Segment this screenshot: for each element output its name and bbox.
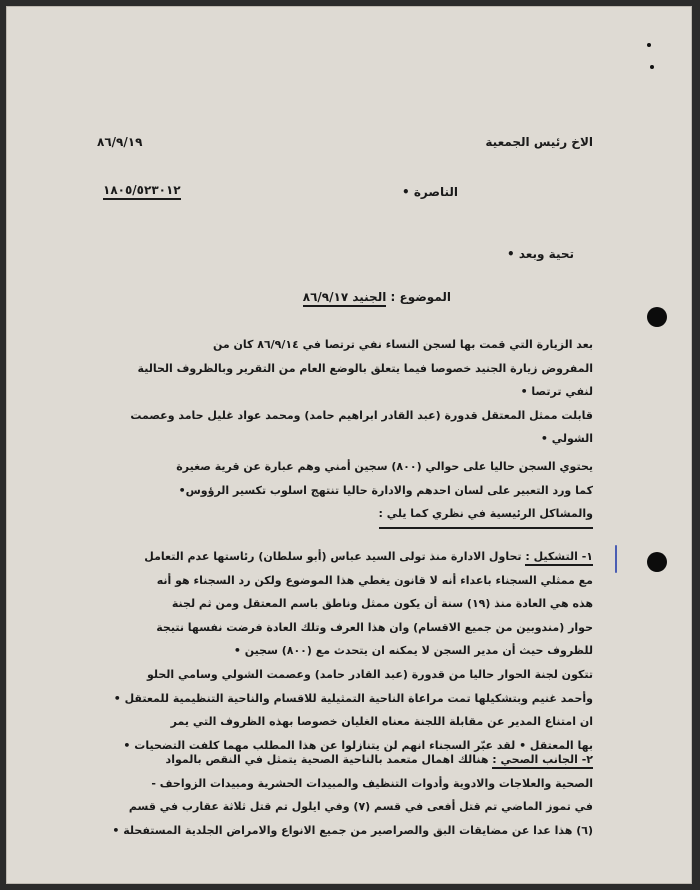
subject-label: الموضوع :: [390, 290, 451, 304]
binder-mark: [650, 65, 654, 69]
pen-mark: [615, 545, 617, 573]
paragraph-prison: يحتوي السجن حاليا على حوالي (٨٠٠) سجين أمني وهم عبارة عن قرية صغيرة كما ورد التعبير على لسان احدهم والادارة حاليا تنتهج اسلوب تكسير الرؤوس• والمشاكل الرئيسية في نظري كما يلي :: [85, 455, 593, 529]
section-formation: ١- التشكيل : تحاول الادارة منذ تولى السيد عباس (أبو سلطان) رئاستها عدم التعامل مع ممثلي السجناء باعداء أنه لا قانون يغطي هذا الموضوع ولكن رد السجناء هو أنه هذه هي العادة منذ (١٩) سنة أن يكون ممثل وناطق باسم المعتقل ومن ثم لجنة حوار (مندوبين من جميع الاقسام) وان هذا العرف وتلك العادة فرضت نفسها نتيجة للظروف حيث أن مدير السجن لا يمكنه ان يتحدث مع (٨٠٠) سجين • تتكون لجنة الحوار حاليا من قدورة (عبد القادر حامد) وعصمت الشولي وسامي الحلو وأحمد غنيم وبتشكيلها تمت مراعاة الناحية التمثيلية للاقسام والناحية التنظيمية للمعتقل • ان امتناع المدير عن مقابلة اللجنة معناه الغليان خصوصا بهذه الظروف التي يمر بها المعتقل • لقد عبّر السجناء انهم لن يتنازلوا عن هذا المطلب مهما كلفت التضحيات •: [113, 550, 593, 752]
greeting: تحية وبعد •: [506, 247, 574, 261]
subject: [303, 290, 451, 304]
recipient: الاخ رئيس الجمعية: [485, 135, 593, 149]
document-page: [6, 6, 692, 884]
paragraph-intro: بعد الزيارة التي قمت بها لسجن النساء نفي ترتصا في ٨٦/٩/١٤ كان من المفروض زيارة الجنيد خصوصا فيما يتعلق بالوضع العام من التقرير وبالظروف الحالية لنفي ترتصا • قابلت ممثل المعتقل قدورة (عبد القادر ابراهيم حامد) ومحمد عواد غليل حامد وعصمت الشولي •: [130, 338, 593, 446]
section-health: ٢- الجانب الصحي : هنالك اهمال متعمد بالناحية الصحية يتمثل في النقص بالمواد الصحية والعلاجات والادوية وأدوات التنظيف والمبيدات الحشرية ومبيدات الزواحف - في تموز الماضي تم قتل أفعى في قسم (٧) وفي ايلول تم قتل ثلاثة عقارب في قسم (٦) هذا عدا عن مضايقات البق والصراصير من جميع الانواع والامراض الجلدية المستفحلة •: [112, 753, 593, 837]
punch-hole: [647, 552, 667, 572]
punch-hole: [647, 307, 667, 327]
date: ٨٦/٩/١٩: [97, 135, 143, 149]
subject-text: الجنيد ٨٦/٩/١٧: [303, 290, 387, 307]
binder-mark: [647, 43, 651, 47]
location: الناصرة •: [401, 185, 458, 199]
reference-number: ١٨٠٥/٥٢٣٠١٢: [103, 183, 181, 200]
